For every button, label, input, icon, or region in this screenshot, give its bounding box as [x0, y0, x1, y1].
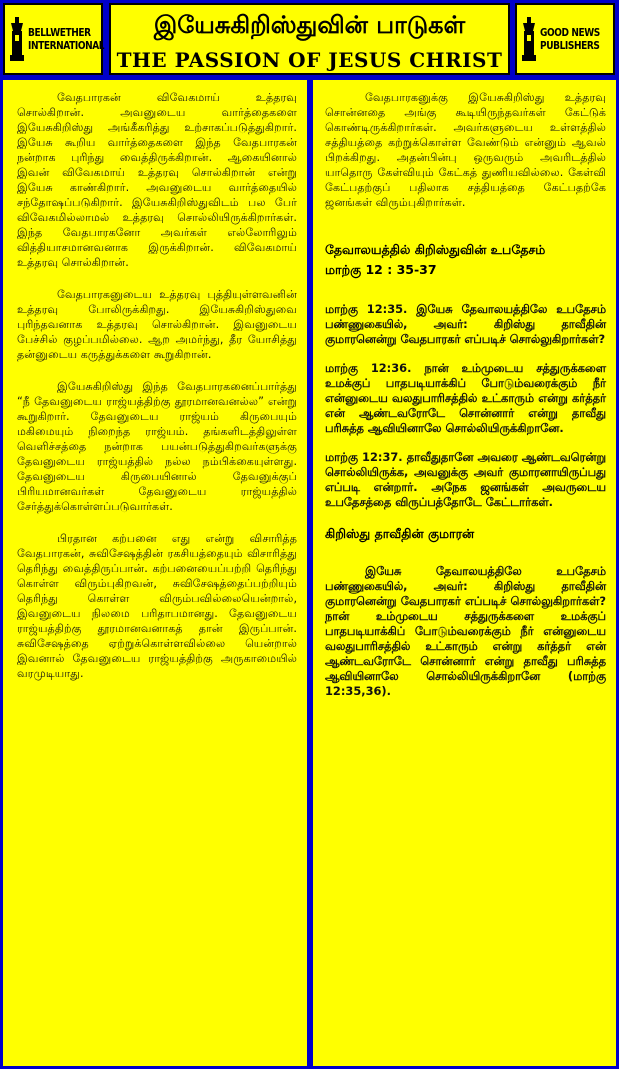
paragraph: இயேசுகிறிஸ்து இந்த வேதபாரகனைப்பார்த்து “நீ தேவனுடைய ராஜ்யத்திற்கு தூரமானவனல்ல” என்று கூறுகிறார். தேவனுடைய ராஜ்யம் கிருபையும் மகிமையும் நிறைந்த ராஜ்யம். தங்களிடத்திலுள்ள வெளிச்சத்தை நன்றாக பயன்படுத்துகிறவர்களுக்கு தேவனுடைய ராஜ்யத்தில் நல்ல நம்பிக்கையுள்ளது. தேவனுடைய கிருபையினால் தேவனுக்குப் பிரியமானவர்கள் தேவனுடைய ராஜ்யத்தில் சேர்த்துக்கொள்ளப்படுவார்கள். — [17, 380, 297, 513]
bellwether-logo — [3, 3, 103, 75]
section-heading-title: தேவாலயத்தில் கிறிஸ்துவின் உபதேசம் — [325, 242, 546, 257]
good-news-logo — [515, 3, 615, 75]
section-heading — [325, 240, 606, 280]
intro-paragraph: வேதபாரகனுக்கு இயேசுகிறிஸ்து உத்தரவு சொன்னதை அங்கு கூடியிருந்தவர்கள் கேட்டுக் கொண்டிருக்கிறார்கள். அவர்களுடைய உள்ளத்தில் சத்தியத்தை கற்றுக்கொள்ள வேண்டும் என்னும் ஆவல் பிறக்கிறது. அதன்பின்பு ஒருவரும் அவரிடத்தில் யாதொரு கேள்வியும் கேட்கத் துணியவில்லை. கேள்வி கேட்பதற்குப் பதிலாக சத்தியத்தை கேட்பதற்கே ஜனங்கள் விரும்புகிறார்கள். — [325, 91, 606, 209]
left-logo-line1: BELLWETHER — [28, 26, 91, 39]
right-logo-line2: PUBLISHERS — [540, 39, 600, 52]
final-paragraph: இயேசு தேவாலயத்திலே உபதேசம் பண்ணுகையில், அவர்: கிறிஸ்து தாவீதின் குமாரனென்று வேதபாரகர் எப்படிச் சொல்லுகிறார்கள்? நான் உம்முடைய சத்துருக்களை உமக்குப் பாதபடியாக்கிப் போடும்வரைக்கும் நீர் என்னுடைய வலதுபாரிசத்தில் உட்காரும் என்று கர்த்தர் என் ஆண்டவரோடே சொன்னார் என்று தாவீது பரிசுத்த ஆவியினாலே சொல்லியிருக்கிறானே (மாற்கு 12:35,36). — [325, 564, 606, 698]
title-tamil: இயேசுகிறிஸ்துவின் பாடுகள் — [153, 11, 466, 39]
paragraph: வேதபாரகனுடைய உத்தரவு புத்தியுள்ளவனின் உத்தரவு போலிருக்கிறது. இயேசுகிறிஸ்துவை புரிந்தவனாக உத்தரவு சொல்கிறான். இவனுடைய பேச்சில் குழப்பமில்லை. ஆற அமர்ந்து, தீர யோசித்து தன்னுடைய கருத்துக்களை கூறுகிறான். — [17, 288, 297, 361]
left-column — [3, 80, 307, 1066]
title-english: THE PASSION OF JESUS CHRIST — [116, 48, 503, 72]
title-banner — [109, 3, 510, 75]
verse: மாற்கு 12:36. நான் உம்முடைய சத்துருக்களை உமக்குப் பாதபடியாக்கிப் போடும்வரைக்கும் நீர் என்னுடைய வலதுபாரிசத்தில் உட்காரும் என்று கர்த்தர் என் ஆண்டவரோடே சொன்னார் என்று தாவீது பரிசுத்த ஆவியினாலே சொல்லியிருக்கிறானே. — [325, 361, 606, 435]
left-logo-line2: INTERNATIONAL — [28, 39, 105, 52]
paragraph: வேதபாரகன் விவேகமாய் உத்தரவு சொல்கிறான். அவனுடைய வார்த்தைகளை இயேசுகிறிஸ்து அங்கீகரித்து உற்சாகப்படுத்துகிறார். இயேசு கூறிய வார்த்தைகளை இந்த வேதபாரகன் நன்றாக புரிந்து வைத்திருக்கிறான். ஆகையினால் இவன் விவேகமாய் உத்தரவு சொல்கிறான் என்று இயேசு காண்கிறார். அவனுடைய வார்த்தையில் சந்தோஷப்படுகிறார். இயேசுகிறிஸ்துவிடம் பல பேர் விவேகமில்லாமல் உத்தரவு சொல்லியிருக்கிறார்கள். இந்த வேதபாரகனோ அவர்கள் எல்லோரிலும் வித்தியாசமானவனாக இருக்கிறான். விவேகமாய் உத்தரவு சொல்கிறான். — [17, 91, 297, 269]
bell-tower-icon — [521, 17, 537, 61]
bell-tower-icon — [9, 17, 25, 61]
verse: மாற்கு 12:35. இயேசு தேவாலயத்திலே உபதேசம் பண்ணுகையில், அவர்: கிறிஸ்து தாவீதின் குமாரனென்று வேதபாரகர் எப்படிச் சொல்லுகிறார்கள்? — [325, 302, 606, 346]
subheading: கிறிஸ்து தாவீதின் குமாரன் — [325, 526, 475, 541]
right-column — [313, 80, 616, 1066]
verse: மாற்கு 12:37. தாவீதுதானே அவரை ஆண்டவரென்று சொல்லியிருக்க, அவனுக்கு அவர் குமாரனாயிருப்பது எப்படி என்றார். அநேக ஜனங்கள் அவருடைய உபதேசத்தை விருப்பத்தோடே கேட்டார்கள். — [325, 450, 606, 509]
paragraph: பிரதான கற்பனை எது என்று விசாரித்த வேதபாரகன், சுவிசேஷத்தின் ரகசியத்தையும் விசாரித்து தெரிந்து வைத்திருப்பான். கற்பனையைப்பற்றி தெரிந்து கொள்ள விரும்புகிறவன், சுவிசேஷத்தைப்பற்றியும் தெரிந்து கொள்ள விரும்பவில்லையென்றால், இவனுடைய நிலமை பரிதாபமானது. தேவனுடைய ராஜ்யத்திற்கு தூரமானவனாகத் தான் இருப்பான். சுவிசேஷத்தை ஏற்றுக்கொள்ளவில்லை யென்றால் இவனால் தேவனுடைய ராஜ்யத்திற்கு அருகாமையில் வரமுடியாது. — [17, 532, 297, 680]
section-heading-reference: மாற்கு 12 : 35-37 — [325, 262, 437, 277]
right-logo-line1: GOOD NEWS — [540, 26, 600, 39]
